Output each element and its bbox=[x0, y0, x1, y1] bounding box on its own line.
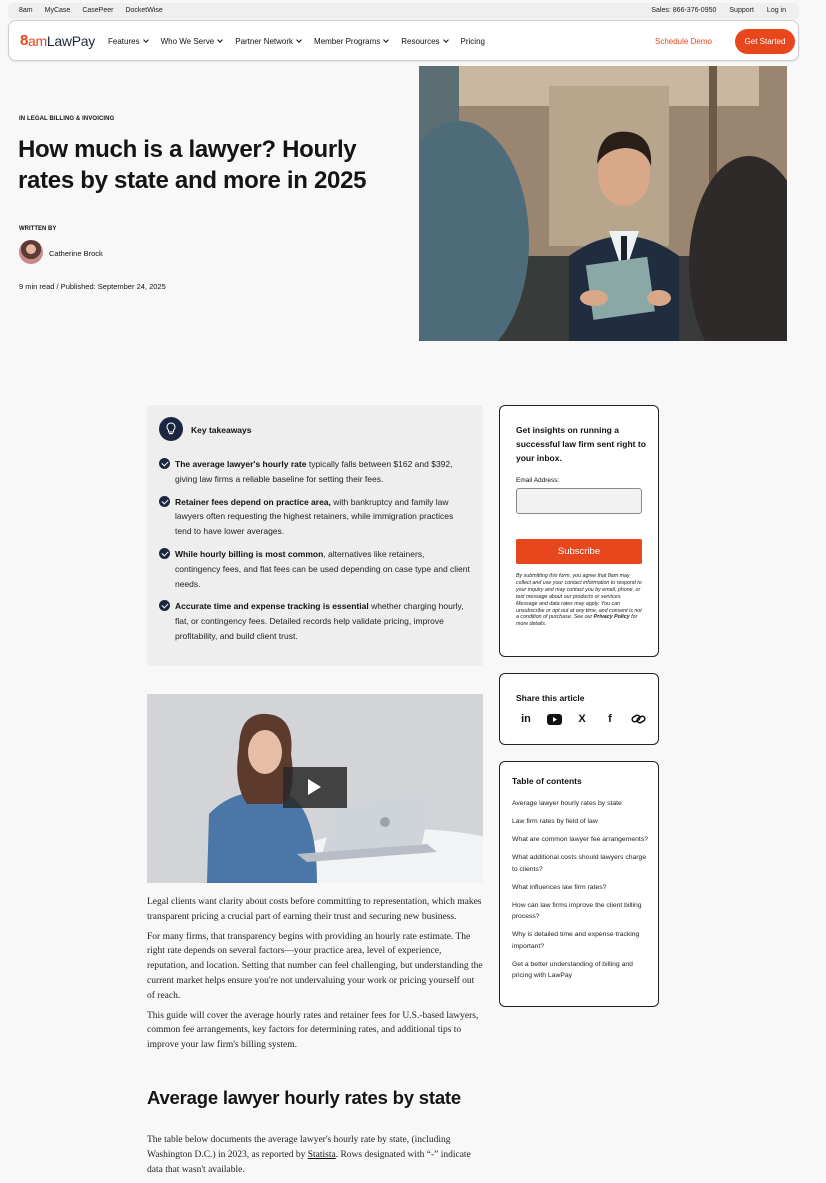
newsletter-legal bbox=[516, 573, 644, 628]
check-circle-icon bbox=[159, 600, 170, 611]
utility-link-8am[interactable]: 8am bbox=[19, 7, 33, 14]
takeaway-text: whether charging hourly, flat, or contingency fees. Detailed records help validate pricing, improve profitability, and build client trust. bbox=[175, 601, 464, 641]
share-card bbox=[499, 673, 659, 745]
utility-bar bbox=[8, 3, 799, 19]
avatar bbox=[19, 240, 43, 264]
newsletter-card bbox=[499, 405, 659, 657]
author-name[interactable]: Catherine Brock bbox=[49, 249, 103, 258]
takeaway-item bbox=[159, 547, 471, 591]
lawpay-logo[interactable] bbox=[20, 32, 95, 49]
nav-item-who-we-serve[interactable] bbox=[161, 37, 223, 46]
page-title: How much is a lawyer? Hourly rates by state and more in 2025 bbox=[18, 136, 367, 194]
linkedin-icon[interactable]: in bbox=[521, 713, 531, 725]
article-category[interactable]: IN LEGAL BILLING & INVOICING bbox=[19, 116, 115, 122]
facebook-icon[interactable]: f bbox=[608, 713, 612, 725]
nav-item-label: Who We Serve bbox=[160, 37, 215, 46]
check-circle-icon bbox=[159, 496, 170, 507]
utility-link-docketwise[interactable]: DocketWise bbox=[125, 7, 163, 14]
nav-item-label: Partner Network bbox=[235, 37, 294, 46]
sales-phone-link[interactable]: Sales: 866-376-0950 bbox=[651, 7, 717, 14]
support-link[interactable]: Support bbox=[729, 7, 754, 14]
nav-item-label: Member Programs bbox=[314, 37, 381, 46]
nav-item-label: Features bbox=[108, 37, 140, 46]
body-paragraph: For many firms, that transparency begins with providing an hourly rate estimate. The right rate depends on several factors—your practice area, level of experience, reputation, and location. Setting that number can feel challenging, but understanding the current market helps ensure you're not undervaluing your work or pricing yourself out of reach. bbox=[147, 931, 483, 1001]
section-intro bbox=[147, 1133, 483, 1177]
play-button[interactable] bbox=[283, 767, 347, 808]
legal-text-end: for more details. bbox=[516, 614, 638, 628]
key-takeaways bbox=[147, 405, 483, 666]
main-nav bbox=[8, 20, 799, 61]
toc-item[interactable]: What influences law firm rates? bbox=[512, 883, 607, 891]
takeaway-bold: While hourly billing is most common bbox=[175, 548, 324, 559]
utility-link-mycase[interactable]: MyCase bbox=[44, 7, 71, 14]
youtube-icon[interactable] bbox=[546, 711, 562, 727]
nav-item-partner-network[interactable] bbox=[235, 37, 301, 46]
email-label: Email Address: bbox=[516, 477, 560, 484]
chevron-down-icon bbox=[143, 37, 149, 43]
section-heading: Average lawyer hourly rates by state bbox=[147, 1087, 461, 1108]
hero-image bbox=[419, 66, 787, 341]
logo-brand: LawPay bbox=[46, 32, 95, 49]
takeaway-item bbox=[159, 457, 471, 487]
logo-am: am bbox=[28, 32, 47, 49]
takeaway-bold: Retainer fees depend on practice area, bbox=[175, 496, 331, 507]
intro-text-end: . Rows designated with “-” indicate data that wasn't available. bbox=[147, 1149, 471, 1175]
takeaway-bold: The average lawyer's hourly rate bbox=[175, 459, 307, 469]
toc-title: Table of contents bbox=[512, 776, 582, 786]
newsletter-heading: Get insights on running a successful law firm sent right to your inbox. bbox=[516, 425, 646, 463]
check-circle-icon bbox=[159, 458, 170, 469]
nav-item-resources[interactable] bbox=[401, 37, 447, 46]
nav-item-label: Resources bbox=[401, 37, 440, 46]
toc-item[interactable]: How can law firms improve the client billing process? bbox=[512, 901, 642, 920]
toc-item[interactable]: Why is detailed time and expense tracking important? bbox=[512, 931, 640, 950]
subscribe-button[interactable]: Subscribe bbox=[516, 539, 642, 564]
takeaway-text: typically falls between $162 and $392, giving law firms a reliable baseline for setting their fees. bbox=[175, 459, 453, 484]
email-field[interactable] bbox=[516, 488, 642, 514]
privacy-policy-link[interactable]: Privacy Policy bbox=[593, 614, 630, 621]
statista-link[interactable]: Statista bbox=[307, 1149, 336, 1160]
nav-item-member-programs[interactable] bbox=[314, 37, 388, 46]
schedule-demo-link[interactable]: Schedule Demo bbox=[655, 37, 712, 46]
intro-text: The table below documents the average lawyer's hourly rate by state, (including Washington D.C.) in 2023, as reported by bbox=[147, 1135, 451, 1160]
logo-eight: 8 bbox=[20, 32, 29, 49]
written-by-label: WRITTEN BY bbox=[19, 226, 57, 232]
login-link[interactable]: Log in bbox=[766, 7, 786, 14]
body-paragraph: This guide will cover the average hourly rates and retainer fees for U.S.-based lawyers, common fee arrangements, key factors for determining rates, and additional tips to improve your law firm's billing system. bbox=[147, 1010, 479, 1051]
utility-link-casepeer[interactable]: CasePeer bbox=[82, 7, 114, 14]
takeaway-item bbox=[159, 495, 471, 539]
lightbulb-icon bbox=[159, 417, 183, 441]
toc-item[interactable]: What are common lawyer fee arrangements? bbox=[512, 836, 648, 843]
chevron-down-icon bbox=[296, 37, 302, 43]
check-circle-icon bbox=[159, 548, 170, 559]
toc-item[interactable]: What additional costs should lawyers charge to clients? bbox=[512, 854, 647, 873]
table-of-contents bbox=[499, 761, 659, 1007]
video-player[interactable] bbox=[147, 694, 483, 883]
link-icon[interactable] bbox=[630, 711, 646, 727]
toc-item[interactable]: Average lawyer hourly rates by state bbox=[512, 800, 622, 807]
article-body bbox=[147, 895, 483, 1058]
chevron-down-icon bbox=[443, 37, 449, 43]
takeaway-text: , alternatives like retainers, contingency fees, and flat fees can be used depending on case type and client needs. bbox=[175, 548, 470, 589]
toc-item[interactable]: Get a better understanding of billing and pricing with LawPay bbox=[512, 960, 633, 979]
nav-item-pricing[interactable]: Pricing bbox=[460, 37, 485, 46]
legal-text: By submitting this form, you agree that 8am may collect and use your contact information to respond to your inquiry and may contact you by email, phone, or text message about our products or services. Message and data rates may apply. You can unsubscribe or opt out at any time, and consent is not a condition of purchase. See our bbox=[516, 573, 642, 621]
share-title: Share this article bbox=[516, 693, 585, 703]
takeaway-bold: Accurate time and expense tracking is essential bbox=[175, 601, 369, 612]
takeaways-title: Key takeaways bbox=[191, 425, 252, 435]
nav-item-features[interactable] bbox=[108, 37, 148, 46]
takeaway-text: with bankruptcy and family law lawyers often requesting the highest retainers, while immigration practices tend to have lower averages. bbox=[175, 496, 454, 537]
chevron-down-icon bbox=[217, 37, 223, 43]
takeaway-item bbox=[159, 599, 471, 643]
x-icon[interactable]: X bbox=[578, 713, 586, 725]
toc-item[interactable]: Law firm rates by field of law bbox=[512, 818, 598, 825]
get-started-button[interactable]: Get Started bbox=[735, 29, 795, 54]
article-meta: 9 min read / Published: September 24, 2025 bbox=[19, 282, 166, 291]
chevron-down-icon bbox=[383, 37, 389, 43]
body-paragraph: Legal clients want clarity about costs before committing to representation, which makes transparent pricing a crucial part of earning their trust and securing new business. bbox=[147, 897, 482, 922]
